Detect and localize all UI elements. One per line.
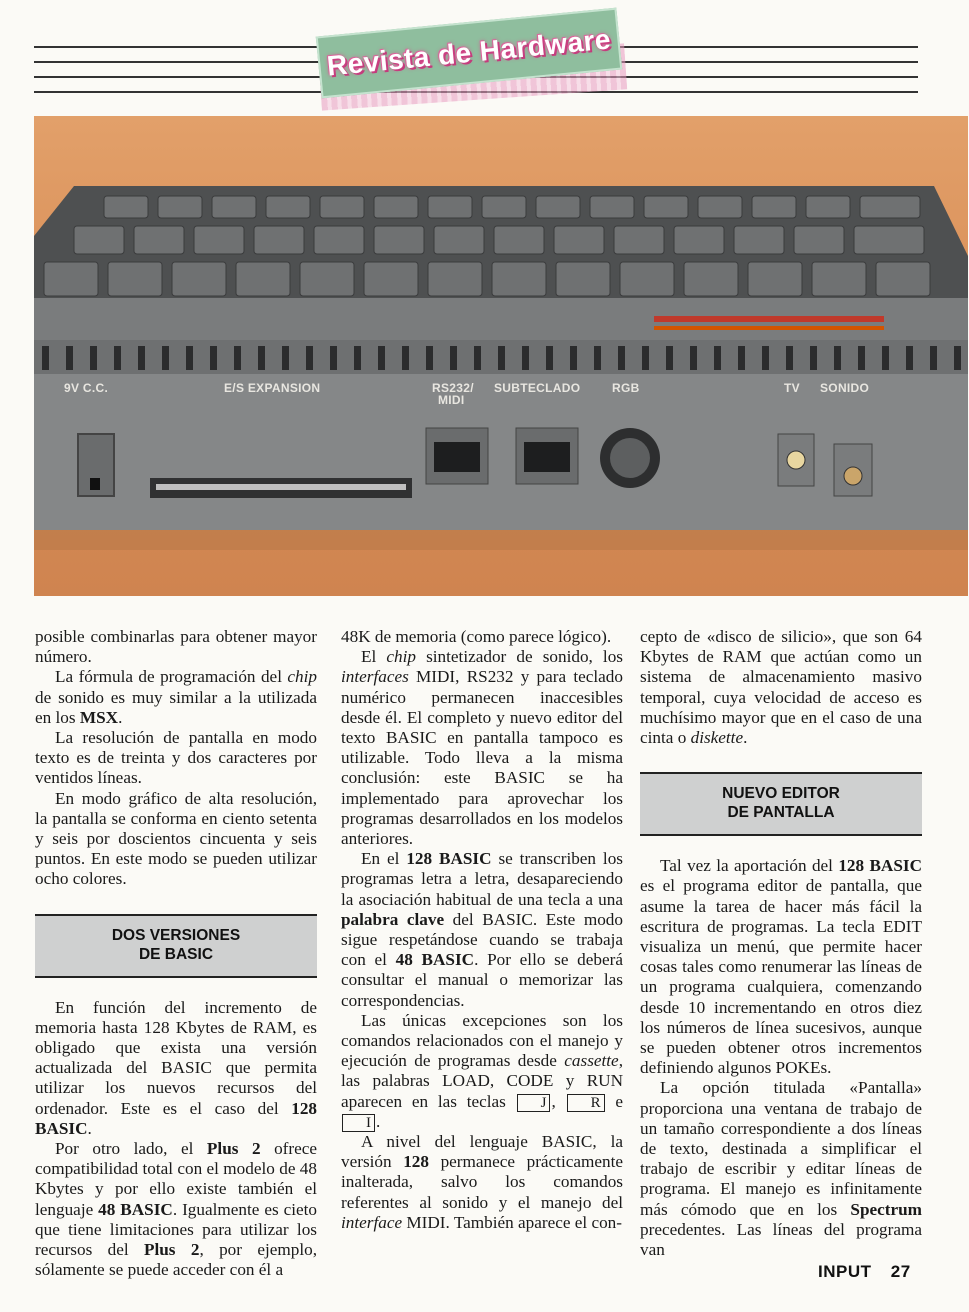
- sound-label: SONIDO: [820, 381, 870, 395]
- paragraph: En modo gráfico de alta resolución, la pantalla se conforma en ciento setenta y seis por doscientos cincuenta y seis puntos. En este modo se pueden utilizar ocho colores.: [35, 788, 317, 889]
- rs232-label: RS232/: [432, 381, 474, 395]
- paragraph: La fórmula de programación del chip de sonido es muy similar a la utilizada en los MSX.: [35, 667, 317, 727]
- section-heading-basic-versions: DOS VERSIONES DE BASIC: [35, 914, 317, 978]
- paragraph: posible combinarlas para obtener mayor número.: [35, 627, 317, 667]
- column-2: [341, 627, 623, 1233]
- power-label: 9V C.C.: [64, 381, 109, 395]
- paragraph: En el 128 BASIC se transcriben los programas letra a letra, desapareciendo la asociación habitual de una tecla a una palabra clave del BASIC. Este modo sigue respetándose cuando se trabaja con el 48 BASIC. Por ello se deberá consultar el manual o memorizar las correspondencias.: [341, 849, 623, 1010]
- column-3: [640, 627, 922, 1260]
- key-j: J: [517, 1094, 551, 1112]
- rgb-label: RGB: [612, 381, 640, 395]
- paragraph: 48K de memoria (como parece lógico).: [341, 627, 612, 646]
- key-r: R: [567, 1094, 605, 1112]
- paragraph: En función del incremento de memoria hasta 128 Kbytes de RAM, es obligado que exista una versión actualizada del BASIC que permita utilizar los nuevos recursos del ordenador. Este es el caso del 128 BASIC.: [35, 997, 317, 1138]
- key-i: I: [342, 1114, 375, 1132]
- paragraph: La opción titulada «Pantalla» proporciona una ventana de trabajo de un tamaño correspondiente a dos líneas de texto, destinada a simplificar el trabajo de escribir y editar líneas de programa. El manejo es infinitamente más cómodo que en los Spectrum precedentes. Las líneas del programa van: [640, 1078, 922, 1260]
- tv-label: TV: [784, 381, 800, 395]
- paragraph: Tal vez la aportación del 128 BASIC es el programa editor de pantalla, que asume la tarea de hacer más fácil la escritura de programas. La tecla EDIT visualiza un menú, que permite hacer cosas tales como renumerar las líneas de un programa cualquiera, comenzando desde 10 incrementando en otros diez los números de línea sucesivos, aunque se pueden obtener otros incrementos definiendo algunos POKEs.: [640, 856, 922, 1078]
- computer-photo: [34, 116, 968, 596]
- keypad-label: SUBTECLADO: [494, 381, 581, 395]
- column-1: [35, 627, 317, 1280]
- section-title: Revista de Hardware: [325, 23, 613, 82]
- paragraph: cepto de «disco de silicio», que son 64 Kbytes de RAM que actúan como un sistema de almacenamiento masivo temporal, cuya velocidad de acceso es muchísimo mayor que en el caso de una cinta o diskette.: [640, 627, 922, 748]
- paragraph: El chip sintetizador de sonido, los interfaces MIDI, RS232 y para teclado numérico permanecen inaccesibles desde él. El completo y nuevo editor del texto BASIC en pantalla tampoco es utilizable. Todo lleva a la misma conclusión: este BASIC se ha implementado para aprovechar los programas desarrollados en los modelos anteriores.: [341, 647, 623, 849]
- section-heading-screen-editor: NUEVO EDITOR DE PANTALLA: [640, 772, 922, 836]
- computer-illustration: [34, 116, 968, 596]
- paragraph: Por otro lado, el Plus 2 ofrece compatibilidad total con el modelo de 48 Kbytes y por ello existe también el lenguaje 48 BASIC. Igualmente es cieto que tiene limitaciones para utilizar los recursos del Plus 2, por ejemplo, sólamente se puede acceder con él a: [35, 1139, 318, 1280]
- page-footer: [818, 1262, 911, 1282]
- paragraph: La resolución de pantalla en modo texto es de treinta y dos caracteres por ventidos líneas.: [35, 728, 317, 788]
- midi-label: MIDI: [438, 393, 465, 407]
- expansion-label: E/S EXPANSION: [224, 381, 321, 395]
- magazine-name: INPUT: [818, 1262, 872, 1281]
- paragraph: A nivel del lenguaje BASIC, la versión 128 permanece prácticamente inalterada, salvo los comandos referentes al sonido y el manejo del interface MIDI. También aparece el con-: [341, 1132, 623, 1232]
- page-number: 27: [890, 1262, 911, 1281]
- paragraph: Las únicas excepciones son los comandos relacionados con el manejo y ejecución de programas desde cassette, las palabras LOAD, CODE y RUN aparecen en las teclas J , R e I .: [341, 1010, 624, 1131]
